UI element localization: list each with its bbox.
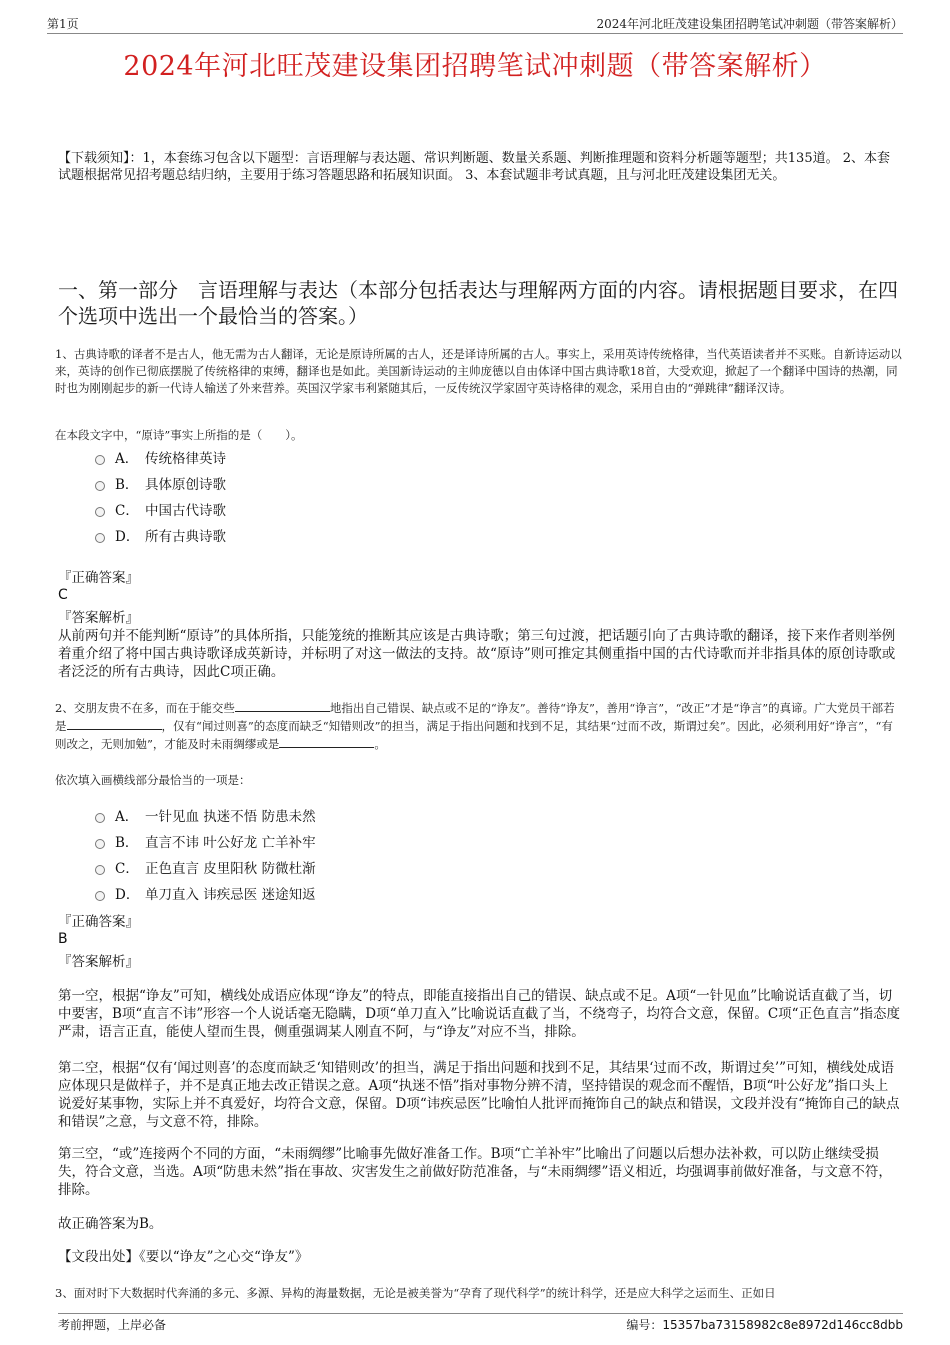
radio-icon[interactable] (95, 813, 105, 823)
analysis-conclusion: 故正确答案为B。 (58, 1216, 163, 1232)
question-1-options (95, 446, 495, 550)
page-header (47, 15, 903, 34)
option-c[interactable]: C． 正色直言 皮里阳秋 防微杜渐 (95, 856, 495, 882)
source-note: 【文段出处】《要以“诤友”之心交“诤友”》 (58, 1249, 309, 1265)
option-c[interactable]: C． 中国古代诗歌 (95, 498, 495, 524)
option-b[interactable]: B． 具体原创诗歌 (95, 472, 495, 498)
page-number: 第1页 (47, 17, 79, 31)
radio-icon[interactable] (95, 533, 105, 543)
question-2-ask: 依次填入画横线部分最恰当的一项是： (55, 773, 251, 787)
question-3-stem: 3、面对时下大数据时代奔涌的多元、多源、异构的海量数据，无论是被美誉为“孕育了现代科学”的统计科学，还是应大科学之运而生、正如日 (55, 1286, 776, 1300)
fill-blank (235, 699, 330, 712)
header-doc-title: 2024年河北旺茂建设集团招聘笔试冲刺题（带答案解析） (596, 17, 903, 31)
fill-blank (67, 717, 162, 730)
analysis-paragraph-2: 第二空，根据“仅有‘闻过则喜’的态度而缺乏‘知错则改’的担当，满足于指出问题和找到不足，其结果‘过而不改，斯谓过矣’”可知，横线处成语应体现只是做样子，并不是真正地去改正错误之意。A项“执迷不悟”指对事物分辨不清，坚持错误的观念而不醒悟，B项“叶公好龙”指口头上说爱好某事物，实际上并不真爱好，均符合文意，保留。D项“讳疾忌医”比喻怕人批评而掩饰自己的缺点和错误，文段并没有“掩饰自己的缺点和错误”之意，与文意不符，排除。 (58, 1060, 900, 1130)
option-a[interactable]: A． 传统格律英诗 (95, 446, 495, 472)
answer-value: B (58, 931, 68, 947)
analysis-label: 『答案解析』 (58, 610, 139, 626)
answer-label: 『正确答案』 (58, 914, 139, 930)
radio-icon[interactable] (95, 455, 105, 465)
footer-slogan: 考前押题，上岸必备 (58, 1318, 167, 1332)
radio-icon[interactable] (95, 839, 105, 849)
page-footer (58, 1313, 903, 1334)
radio-icon[interactable] (95, 507, 105, 517)
question-2-stem: 2、交朋友贵不在多，而在于能交些 地指出自己错误、缺点或不足的“诤友”。善待“诤友”，善用“诤言”，“改正”才是“诤言”的真谛。广大党员干部若是 ，仅有“闻过则喜”的态度而缺乏“知错则改”的担当，满足于指出问题和找到不足，其结果“过而不改，斯谓过矣”。因此，必须利用好“诤言”，“有则改之，无则加勉”，才能及时未雨绸缪或是 。 (55, 701, 895, 751)
radio-icon[interactable] (95, 891, 105, 901)
download-notice: 【下载须知】：1，本套练习包含以下题型：言语理解与表达题、常识判断题、数量关系题、判断推理题和资料分析题等题型；共135道。 2、本套试题根据常见招考题总结归纳，主要用于练习答题思路和拓展知识面。 3、本套试题非考试真题，且与河北旺茂建设集团无关。 (58, 151, 890, 183)
page-title: 2024年河北旺茂建设集团招聘笔试冲刺题（带答案解析） (123, 51, 827, 82)
section-heading: 一、第一部分 言语理解与表达（本部分包括表达与理解两方面的内容。请根据题目要求，在四个选项中选出一个最恰当的答案。） (58, 278, 898, 328)
radio-icon[interactable] (95, 481, 105, 491)
analysis-label: 『答案解析』 (58, 954, 139, 970)
option-b[interactable]: B． 直言不讳 叶公好龙 亡羊补牢 (95, 830, 495, 856)
analysis-paragraph-3: 第三空，“或”连接两个不同的方面，“未雨绸缪”比喻事先做好准备工作。B项“亡羊补牢”比喻出了问题以后想办法补救，可以防止继续受损失，符合文意，当选。A项“防患未然”指在事故、灾害发生之前做好防范准备，与“未雨绸缪”语义相近，均强调事前做好准备，与文意不符，排除。 (58, 1146, 892, 1198)
option-a[interactable]: A． 一针见血 执迷不悟 防患未然 (95, 804, 495, 830)
question-1-ask: 在本段文字中，“原诗”事实上所指的是（ ）。 (55, 428, 303, 442)
analysis-text: 从前两句并不能判断“原诗”的具体所指，只能笼统的推断其应该是古典诗歌；第三句过渡，把话题引向了古典诗歌的翻译，接下来作者则举例着重介绍了将中国古典诗歌译成英新诗，并标明了对这一做法的支持。故“原诗”则可推定其侧重指中国的古代诗歌而并非指具体的原创诗歌或者泛泛的所有古典诗，因此C项正确。 (58, 628, 896, 680)
answer-label: 『正确答案』 (58, 570, 139, 586)
fill-blank (279, 735, 374, 748)
question-2-options (95, 804, 495, 908)
analysis-paragraph-1: 第一空，根据“诤友”可知，横线处成语应体现“诤友”的特点，即能直接指出自己的错误、缺点或不足。A项“一针见血”比喻说话直截了当，切中要害，B项“直言不讳”形容一个人说话毫无隐瞒，D项“单刀直入”比喻说话直截了当，不绕弯子，均符合文意，保留。C项“正色直言”指态度严肃，语言正直，能使人望而生畏，侧重强调某人刚直不阿，与“诤友”对应不当，排除。 (58, 988, 900, 1040)
radio-icon[interactable] (95, 865, 105, 875)
option-d[interactable]: D． 所有古典诗歌 (95, 524, 495, 550)
option-d[interactable]: D． 单刀直入 讳疾忌医 迷途知返 (95, 882, 495, 908)
answer-value: C (58, 587, 68, 603)
footer-code: 编号：15357ba73158982c8e8972d146cc8dbb (626, 1318, 903, 1332)
question-1-stem: 1、古典诗歌的译者不是古人，他无需为古人翻译，无论是原诗所属的古人，还是译诗所属的古人。事实上，采用英诗传统格律，当代英语读者并不买账。自新诗运动以来，英诗的创作已彻底摆脱了传统格律的束缚，翻译也是如此。美国新诗运动的主帅庞德以自由体译中国古典诗歌18首，大受欢迎，掀起了一个翻译中国诗的热潮，同时也为刚刚起步的新一代诗人输送了外来营养。英国汉学家韦利紧随其后，一反传统汉学家固守英诗格律的观念，采用自由的“弹跳律”翻译汉诗。 (55, 347, 902, 395)
